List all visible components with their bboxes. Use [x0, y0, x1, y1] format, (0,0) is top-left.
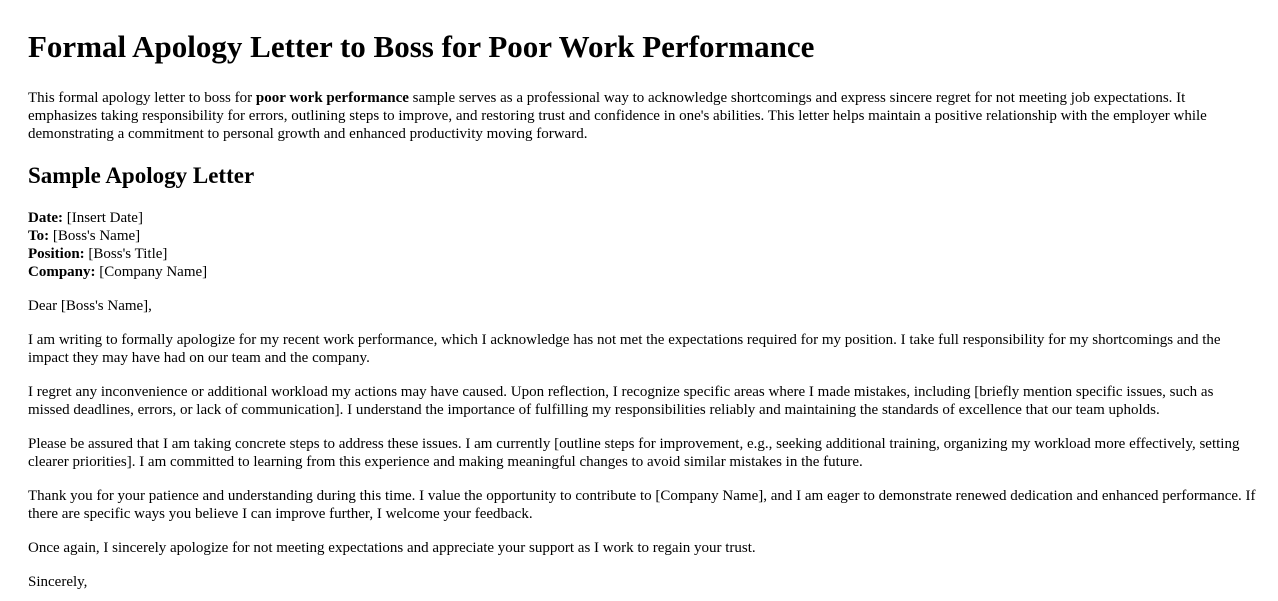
letter-closing: Sincerely, [28, 574, 88, 590]
meta-date-label: Date: [28, 210, 63, 226]
page-title: Formal Apology Letter to Boss for Poor Work Performance [28, 29, 815, 64]
meta-company-label: Company: [28, 264, 96, 280]
letter-paragraph: I am writing to formally apologize for my recent work performance, which I acknowledge has not met the expectations required for my position. I take full responsibility for my shortcomings and the impact they may have had on our team and the company. [28, 332, 1221, 366]
letter-paragraph: Once again, I sincerely apologize for not meeting expectations and appreciate your support as I work to regain your trust. [28, 540, 756, 556]
intro-text-start: This formal apology letter to boss for [28, 90, 256, 106]
meta-to-value: [Boss's Name] [49, 228, 141, 244]
letter-meta-block [28, 209, 1258, 281]
meta-to [28, 227, 1258, 245]
meta-date-value: [Insert Date] [62, 210, 143, 226]
meta-position [28, 245, 1258, 263]
letter-paragraph: I regret any inconvenience or additional workload my actions may have caused. Upon reflection, I recognize specific areas where I made mistakes, including [briefly mention specific issues, such as missed deadlines, errors, or lack of communication]. I understand the importance of fulfilling my responsibilities reliably and maintaining the standards of excellence that our team upholds. [28, 384, 1214, 418]
intro-text-end: sample serves as a professional way to acknowledge shortcomings and express sincere regret for not meeting job expectations. It emphasizes taking responsibility for errors, outlining steps to improve, and restoring trust and confidence in one's abilities. This letter helps maintain a positive relationship with the employer while demonstrating a commitment to personal growth and enhanced productivity moving forward. [28, 90, 1207, 142]
meta-to-label: To: [28, 228, 50, 244]
section-title: Sample Apology Letter [28, 163, 255, 188]
meta-date [28, 209, 1258, 227]
meta-position-label: Position: [28, 246, 85, 262]
intro-bold-phrase: poor work performance [255, 90, 409, 106]
meta-company [28, 263, 1258, 281]
letter-greeting: Dear [Boss's Name], [28, 298, 152, 314]
intro-paragraph [28, 89, 1258, 143]
letter-paragraph: Please be assured that I am taking concrete steps to address these issues. I am currently [outline steps for improvement, e.g., seeking additional training, organizing my workload more effectively, setting clearer priorities]. I am committed to learning from this experience and making meaningful changes to avoid similar mistakes in the future. [28, 436, 1240, 470]
meta-position-value: [Boss's Title] [84, 246, 168, 262]
meta-company-value: [Company Name] [95, 264, 208, 280]
letter-paragraph: Thank you for your patience and understanding during this time. I value the opportunity to contribute to [Company Name], and I am eager to demonstrate renewed dedication and enhanced performance. If there are specific ways you believe I can improve further, I welcome your feedback. [28, 488, 1256, 522]
